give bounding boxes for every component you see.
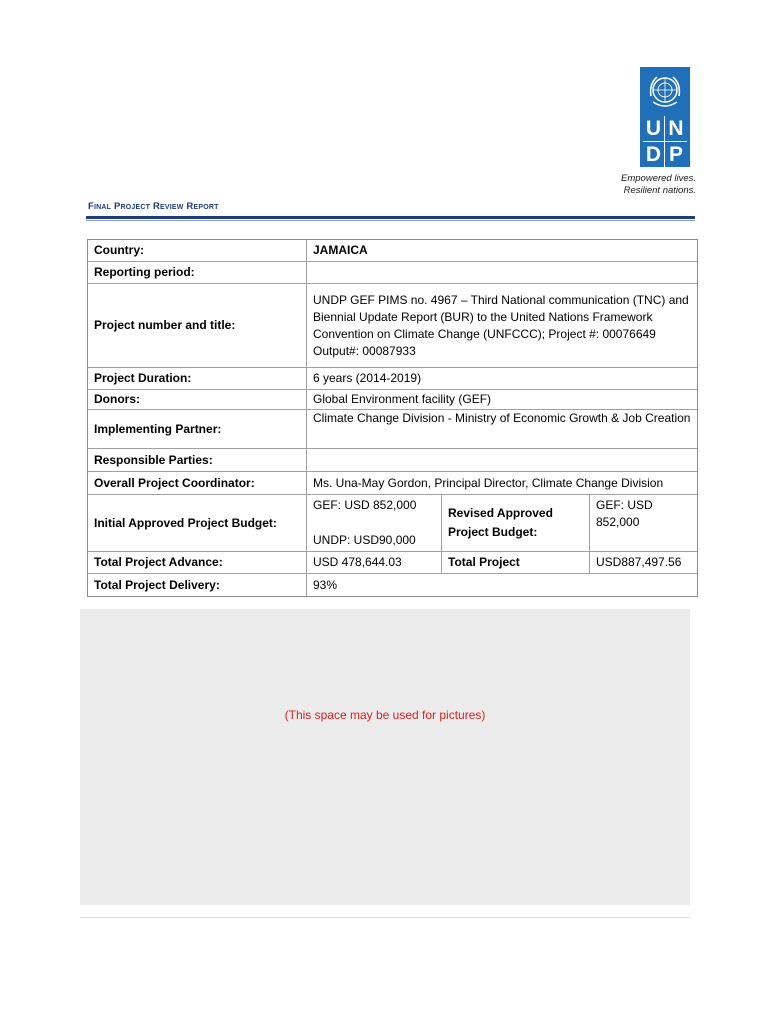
total-project-value: USD887,497.56 [596, 555, 682, 569]
revised-budget-value: GEF: USD 852,000 [596, 498, 653, 529]
responsible-parties-label: Responsible Parties: [88, 449, 307, 471]
donors-value: Global Environment facility (GEF) [313, 392, 492, 406]
reporting-period-label: Reporting period: [88, 262, 307, 283]
title-rule [86, 216, 695, 219]
budget-gef: GEF: USD 852,000 [313, 498, 417, 512]
row-advance [88, 552, 697, 574]
project-info-table [87, 239, 698, 597]
row-responsible-parties [88, 449, 697, 472]
duration-value: 6 years (2014-2019) [313, 371, 422, 385]
delivery-label: Total Project Delivery: [88, 574, 307, 596]
implementing-partner-value: Climate Change Division - Ministry of Economic Growth & Job Creation [313, 411, 691, 425]
budget-initial-cell [307, 495, 442, 551]
advance-label: Total Project Advance: [88, 552, 307, 573]
row-donors [88, 390, 697, 410]
delivery-value: 93% [313, 577, 338, 592]
row-project [88, 284, 697, 368]
row-coordinator [88, 472, 697, 495]
row-duration [88, 368, 697, 390]
reporting-period-value [307, 262, 697, 283]
logo-letter-u: U [643, 116, 665, 142]
duration-label: Project Duration: [88, 368, 307, 389]
project-label: Project number and title: [88, 284, 307, 367]
row-country [88, 240, 697, 262]
picture-placeholder-text: (This space may be used for pictures) [284, 708, 486, 722]
row-delivery [88, 574, 697, 596]
logo-tagline [600, 173, 696, 197]
country-label: Country: [88, 240, 307, 261]
footer-rule [80, 917, 690, 918]
undp-logo [640, 67, 690, 167]
row-budget [88, 495, 697, 552]
implementing-partner-label: Implementing Partner: [88, 410, 307, 448]
undp-letters [643, 116, 687, 167]
country-value: JAMAICA [313, 243, 368, 257]
tagline-line-2: Resilient nations. [623, 185, 696, 196]
row-reporting-period [88, 262, 697, 284]
advance-cells [307, 552, 697, 573]
budget-undp: UNDP: USD90,000 [313, 533, 416, 547]
budget-label: Initial Approved Project Budget: [88, 495, 307, 551]
picture-area [80, 609, 690, 905]
row-implementing-partner [88, 410, 697, 449]
project-value: UNDP GEF PIMS no. 4967 – Third National communication (TNC) and Biennial Update Report (BUR) to the United Nations Framework Convention on Climate Change (UNFCCC); Project #: 00076649 Output#: 00087933 [313, 292, 689, 358]
logo-letter-n: N [665, 116, 687, 142]
tagline-line-1: Empowered lives. [621, 173, 696, 184]
logo-letter-p: P [668, 143, 683, 166]
report-title: Final Project Review Report [88, 201, 219, 212]
un-emblem-icon [643, 70, 687, 114]
coordinator-value: Ms. Una-May Gordon, Principal Director, Climate Change Division [313, 475, 664, 490]
logo-letter-d: D [643, 142, 665, 167]
revised-budget-label: Revised Approved Project Budget: [442, 495, 590, 551]
total-project-label: Total Project [442, 552, 590, 573]
title-rule-thin [86, 220, 695, 221]
coordinator-label: Overall Project Coordinator: [88, 472, 307, 494]
donors-label: Donors: [88, 390, 307, 409]
budget-cells [307, 495, 697, 551]
advance-value: USD 478,644.03 [307, 552, 442, 573]
responsible-parties-value [307, 449, 697, 471]
